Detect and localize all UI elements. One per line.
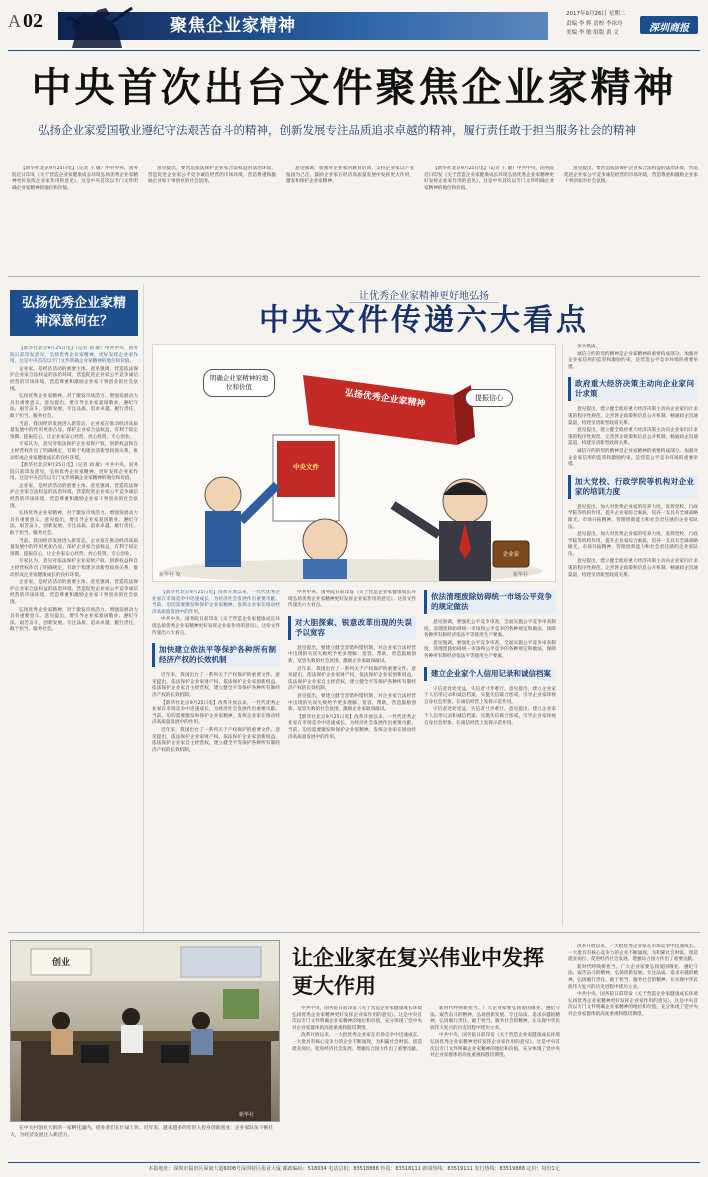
lead-headline: 中央首次出台文件聚焦企业家精神 (31, 64, 677, 111)
subhead-2-body: 意见提出，要建立健全容错纠错机制，对企业家合法经营中出现的失误失败给予更多理解、宽容、帮助，营造鼓励创新、宽容失败的社会氛围，激励企业家敢闯敢试。 (288, 645, 416, 664)
left-paragraph-5: 专家认为，意见对依法保护企业家财产权、创新权益和自主经营权作出了明确规定，有助于构建亲清新型政商关系，推动形成企业家健康成长的良好环境。 (10, 442, 138, 461)
lead-paragraph-5: 意见提出，要营造依法保护企业家合法权益的法治环境，营造促进企业家公平竞争诚信经营的市场环境，营造尊重和激励企业家干事创业的社会氛围。 (564, 166, 698, 185)
subhead-3: 依法清理废除妨碍统一市场公平竞争的规定做法 (424, 590, 556, 614)
subhead-4-body: 守信者处处受益，失信者寸步难行。意见提出，建立企业家个人信用记录和诚信档案，实施失信联合惩戒，引导企业家珍视自身社会形象，在诚信经营上发挥示范作用。 (424, 686, 556, 705)
bottom-column-3 (568, 944, 698, 1158)
subhead-2-body-3: 意见提出，要建立健全容错纠错机制，对企业家合法经营中出现的失误失败给予更多理解、宽容、帮助，营造鼓励创新、宽容失败的社会氛围，激励企业家敢闯敢试。 (288, 693, 416, 713)
subhead-2: 对大胆探索、锐意改革出现的失误予以宽容 (288, 616, 416, 640)
lead-column-3 (286, 166, 414, 270)
cartoon-bubble-1: 明确企业家精神的地位和价值 (203, 369, 275, 397)
left-feature-title-box (10, 290, 138, 336)
subhead-5-body-3: 诚信守约的契约精神是企业家精神的重要构成部分。加强对企业家信用的监管和激励约束，是营造公平竞争环境的重要举措。 (568, 448, 698, 468)
lead-column-1 (12, 166, 138, 270)
cartoon-briefcase-label: 企业家 (502, 552, 520, 558)
cartoon-credit-2: 新华社 (513, 572, 529, 578)
page-letter: A (8, 11, 21, 31)
cartoon-credit-1: 新华社 发 (159, 572, 181, 578)
newspaper-logo (640, 16, 698, 34)
footer-text: 本报地址：深圳市福田区深南大道6008号深圳特区报业大厦 邮政编码：518034 电话总机：83518888 传真：83518111 新闻热线：83519111 发行热线：83519888 定价：每份1元 (148, 1166, 560, 1172)
logo-text: 深圳商报 (649, 23, 689, 34)
page-header (0, 0, 708, 50)
photo-caption: 在中关村创业大街的一家孵化器内，创业者们在忙碌工作。近年来，越来越多的年轻人投身创新创业，企业家队伍不断壮大，为经济发展注入新活力。 (10, 1126, 274, 1138)
cartoon-bubble-2: 提振信心 (465, 389, 513, 407)
left-paragraph-4: 当前，我国经济发展进入新常态，企业家在推动经济高质量发展中的作用更加凸显。保护企业家合法权益，有利于稳定预期、提振信心，让企业家安心经营、放心投资、专心创业。 (10, 421, 138, 440)
right-paragraph-1: 多头执法。 (577, 344, 600, 349)
bottom-headline: 让企业家在复兴伟业中发挥更大作用 (292, 945, 544, 998)
subhead-2-body-2: 近年来，我国出台了一系列关于产权保护的重要文件。意见提出，依法保护企业家财产权，依法保护企业家创新权益，依法保护企业家自主经营权，建立健全平等保护各种所有制经济产权的长效机制。 (288, 666, 416, 692)
lead-paragraph-2: 意见提出，要营造依法保护企业家合法权益的法治环境，营造促进企业家公平竞争诚信经营的市场环境，营造尊重和激励企业家干事创业的社会氛围。 (148, 166, 276, 185)
bottom-column-1 (292, 1006, 422, 1158)
subhead-4: 建立企业家个人信用记录和诚信档案 (424, 667, 556, 681)
page-digits: 02 (23, 10, 43, 32)
left-paragraph-10: 专家认为，意见对依法保护企业家财产权、创新权益和自主经营权作出了明确规定，有助于构建亲清新型政商关系，推动形成企业家健康成长的良好环境。 (10, 559, 138, 578)
center-intro-2: 中共中央、国务院日前印发《关于营造企业家健康成长环境弘扬优秀企业家精神更好发挥企业家作用的意见》。这份文件传递出六大看点。 (152, 617, 280, 636)
editor-line-2: 美编 李 敏 组版 黄 文 (566, 30, 619, 36)
footer-rule (8, 1162, 700, 1163)
left-paragraph-7: 企业家，是经济活动的重要主体。意见强调，营造依法保护企业家合法权益的法治环境，营造促进企业家公平竞争诚信经营的市场环境，营造尊重和激励企业家干事创业的社会氛围。 (10, 483, 138, 509)
bottom-paragraph-3: 新时代呼唤新担当。广大企业家要弘扬爱国敬业、遵纪守法、艰苦奋斗的精神，弘扬创新发展、专注品质、追求卓越的精神，弘扬履行责任、敢于担当、服务社会的精神，在实现中华民族伟大复兴的历史进程中建功立业。 (430, 1006, 560, 1031)
left-paragraph-11: 企业家，是经济活动的重要主体。意见强调，营造依法保护企业家合法权益的法治环境，营造促进企业家公平竞争诚信经营的市场环境，营造尊重和激励企业家干事创业的社会氛围。 (10, 580, 138, 605)
subhead-6: 加大党校、行政学院等机构对企业家的培训力度 (568, 475, 698, 499)
subhead-1: 加快建立依法平等保护各种所有制经济产权的长效机制 (152, 643, 280, 667)
section-title: 聚焦企业家精神 (170, 16, 296, 36)
center-column-1 (152, 590, 280, 926)
subhead-2-body-4: 【新华社北京9月25日电】改革开放以来，一代代优秀企业家在市场竞争中迅速成长，为经济社会发展作出重要贡献。当前，迫切需要激发和保护企业家精神，发挥企业家在推动经济高质量发展中的作用。 (288, 714, 416, 740)
lead-column-2 (148, 166, 276, 270)
cartoon-document-label: 中央文件 (293, 463, 319, 471)
left-feature-divider (143, 284, 144, 934)
lead-paragraph-3: 意见强调，加强对企业家的教育培训，支持企业家以产业报国为己任，鼓励企业家在经济高质量发展中发挥更大作用，激发和保护企业家精神。 (286, 166, 414, 185)
date-line: 2017年9月26日 星期二 (566, 11, 626, 17)
bottom-paragraph-1: 中共中央、国务院日前印发《关于营造企业家健康成长环境弘扬优秀企业家精神更好发挥企业家作用的意见》。这是中央首次以专门文件明确企业家精神的地位和价值，充分体现了党中央对企业家群体的高度重视和殷切期望。 (292, 1006, 422, 1031)
center-column-3 (424, 590, 556, 926)
left-paragraph-12: 弘扬优秀企业家精神，对于激发市场活力、增强发展动力具有重要意义。意见提出，要引导企业家爱国敬业、遵纪守法、艰苦奋斗，创新发展、专注品质、追求卓越，履行责任、敢于担当、服务社会。 (10, 607, 138, 633)
bottom-section-rule (8, 932, 700, 933)
photo-credit: 新华社 (239, 1112, 255, 1118)
statue-icon (62, 4, 142, 48)
bottom-paragraph-2: 改革开放以来，一大批优秀企业家在市场竞争中迅速成长，一大批具有核心竞争力的企业不断涌现，为积累社会财富、创造就业岗位、促进经济社会发展、增强综合国力作出了重要贡献。 (292, 1033, 422, 1052)
editor-line-1: 责编 李 辉 责校 李冰玲 (566, 21, 623, 27)
center-column-4 (568, 344, 698, 926)
office-scene (11, 941, 280, 1122)
subhead-1-body-3: 近年来，我国出台了一系列关于产权保护的重要文件。意见提出，依法保护企业家财产权，依法保护企业家创新权益，依法保护企业家自主经营权，建立健全平等保护各种所有制经济产权的长效机制。 (152, 727, 280, 753)
center-column-2 (288, 590, 416, 926)
left-paragraph-3: 弘扬优秀企业家精神，对于激发市场活力、增强发展动力具有重要意义。意见提出，要引导企业家爱国敬业、遵纪守法、艰苦奋斗，创新发展、专注品质、追求卓越，履行责任、敢于担当、服务社会。 (10, 394, 138, 419)
right-paragraph-2: 诚信守约的契约精神是企业家精神的重要构成部分。加强对企业家信用的监管和激励约束，是营造公平竞争环境的重要举措。 (568, 351, 698, 370)
cartoon-illustration (152, 344, 556, 582)
subhead-1-body-2: 【新华社北京9月25日电】改革开放以来，一代代优秀企业家在市场竞争中迅速成长，为经济社会发展作出重要贡献。当前，迫切需要激发和保护企业家精神，发挥企业家在推动经济高质量发展中的作用。 (152, 700, 280, 726)
bottom-paragraph-5: 改革开放以来，一大批优秀企业家在市场竞争中迅速成长，一大批具有核心竞争力的企业不断涌现，为积累社会财富、创造就业岗位、促进经济社会发展、增强综合国力作出了重要贡献。 (568, 944, 698, 963)
center-headline: 中央文件传递六大看点 (259, 303, 589, 338)
left-paragraph-2: 企业家，是经济活动的重要主体。意见强调，营造依法保护企业家合法权益的法治环境，营造促进企业家公平竞争诚信经营的市场环境，营造尊重和激励企业家干事创业的社会氛围。 (10, 366, 138, 392)
center-col2-text: 中共中央、国务院日前印发《关于营造企业家健康成长环境弘扬优秀企业家精神更好发挥企业家作用的意见》。这份文件传递出六大看点。 (288, 590, 416, 609)
lead-column-4 (424, 166, 554, 270)
bottom-paragraph-7: 中共中央、国务院日前印发《关于营造企业家健康成长环境弘扬优秀企业家精神更好发挥企业家作用的意见》。这是中央首次以专门文件明确企业家精神的地位和价值，充分体现了党中央对企业家群体的高度重视和殷切期望。 (568, 992, 698, 1017)
subhead-5-body-2: 意见提出，建立健全政府重大经济决策主动向企业家问计求策的程序性规范，完善涉企政策和信息公开机制，畅通政企沟通渠道，构建亲清新型政商关系。 (568, 428, 698, 447)
subhead-3-body: 意见强调，要强化公平竞争审查，全面实施公平竞争审查制度，清理废除妨碍统一市场和公平竞争的各种规定和做法，保障各种所有制经济依法平等使用生产要素。 (424, 620, 556, 639)
subhead-6-body-2: 意见提出，加大对优秀企业家的培养力度，发挥党校、行政学院等机构作用，提升企业家综合素质，培养一支具有全球战略眼光、市场开拓精神、管理创新能力和社会责任感的企业家队伍。 (568, 532, 698, 557)
subhead-4-body-2: 守信者处处受益，失信者寸步难行。意见提出，建立企业家个人信用记录和诚信档案，实施失信联合惩戒，引导企业家珍视自身社会形象，在诚信经营上发挥示范作用。 (424, 707, 556, 726)
photo-sign: 创业 (51, 958, 70, 968)
lead-paragraph-1: 【新华社北京9月25日电】（记者 王 敏）中共中央、国务院近日印发《关于营造企业家健康成长环境弘扬优秀企业家精神更好发挥企业家作用的意见》，这是中央首次以专门文件明确企业家精神的地位和价值。 (12, 166, 138, 191)
center-right-divider (562, 344, 563, 926)
subhead-3-body-2: 意见强调，要强化公平竞争审查，全面实施公平竞争审查制度，清理废除妨碍统一市场和公平竞争的各种规定和做法，保障各种所有制经济依法平等使用生产要素。 (424, 640, 556, 659)
bottom-paragraph-6: 新时代呼唤新担当。广大企业家要弘扬爱国敬业、遵纪守法、艰苦奋斗的精神，弘扬创新发展、专注品质、追求卓越的精神，弘扬履行责任、敢于担当、服务社会的精神，在实现中华民族伟大复兴的历史进程中建功立业。 (568, 964, 698, 990)
lead-deck: 弘扬企业家爱国敬业遵纪守法艰苦奋斗的精神，创新发展专注品质追求卓越的精神，履行责任敢于担当服务社会的精神 (38, 123, 636, 137)
subhead-5: 政府重大经济决策主动向企业家问计求策 (568, 377, 698, 401)
lead-bottom-rule (8, 276, 700, 277)
left-paragraph-6: 【新华社北京9月25日电】（记者 刘 敏）中共中央、国务院日前印发意见，弘扬优秀企业家精神，更好发挥企业家作用。这是中央首次以专门文件明确企业家精神的地位和价值。 (10, 463, 138, 482)
left-paragraph-8: 弘扬优秀企业家精神，对于激发市场活力、增强发展动力具有重要意义。意见提出，要引导企业家爱国敬业、遵纪守法、艰苦奋斗，创新发展、专注品质、追求卓越，履行责任、敢于担当、服务社会。 (10, 511, 138, 537)
header-rule (8, 50, 700, 51)
left-feature-column (10, 346, 138, 926)
subhead-5-body: 意见提出，建立健全政府重大经济决策主动向企业家问计求策的程序性规范，完善涉企政策和信息公开机制，畅通政企沟通渠道，构建亲清新型政商关系。 (568, 407, 698, 426)
left-paragraph-1: 【新华社北京9月25日电】（记者 刘 敏）中共中央、国务院日前印发意见，弘扬优秀企业家精神，更好发挥企业家作用。这是中央首次以专门文件明确企业家精神的地位和价值。 (10, 346, 138, 365)
bottom-paragraph-4: 中共中央、国务院日前印发《关于营造企业家健康成长环境弘扬优秀企业家精神更好发挥企业家作用的意见》。这是中央首次以专门文件明确企业家精神的地位和价值，充分体现了党中央对企业家群体的高度重视和殷切期望。 (430, 1033, 560, 1059)
cartoon-banner-text: 弘扬优秀企业家精神 (344, 388, 426, 410)
page-number (8, 10, 43, 34)
subhead-6-body: 意见提出，加大对优秀企业家的培养力度，发挥党校、行政学院等机构作用，提升企业家综合素质，培养一支具有全球战略眼光、市场开拓精神、管理创新能力和社会责任感的企业家队伍。 (568, 504, 698, 530)
lead-paragraph-4: 【新华社北京9月25日电】（记者 王 敏）中共中央、国务院近日印发《关于营造企业家健康成长环境弘扬优秀企业家精神更好发挥企业家作用的意见》，这是中央首次以专门文件明确企业家精神的地位和价值。 (424, 166, 554, 191)
center-kicker-text: 让优秀企业家精神更好地弘扬 (349, 291, 499, 303)
subhead-6-body-3: 意见提出，建立健全政府重大经济决策主动向企业家问计求策的程序性规范，完善涉企政策和信息公开机制，畅通政企沟通渠道，构建亲清新型政商关系。 (568, 559, 698, 578)
center-intro-1: 【新华社北京9月25日电】改革开放以来，一代代优秀企业家在市场竞争中迅速成长，为经济社会发展作出重要贡献。当前，迫切需要激发和保护企业家精神，发挥企业家在推动经济高质量发展中的作用。 (152, 590, 280, 615)
subhead-1-body: 近年来，我国出台了一系列关于产权保护的重要文件。意见提出，依法保护企业家财产权，依法保护企业家创新权益，依法保护企业家自主经营权，建立健全平等保护各种所有制经济产权的长效机制。 (152, 673, 280, 698)
bottom-photo (10, 940, 280, 1122)
left-paragraph-9: 当前，我国经济发展进入新常态，企业家在推动经济高质量发展中的作用更加凸显。保护企业家合法权益，有利于稳定预期、提振信心，让企业家安心经营、放心投资、专心创业。 (10, 538, 138, 557)
left-feature-title: 弘扬优秀企业家精神深意何在？ (21, 296, 126, 329)
center-kicker (150, 284, 698, 304)
lead-column-5 (564, 166, 698, 270)
bottom-column-2 (430, 1006, 560, 1158)
